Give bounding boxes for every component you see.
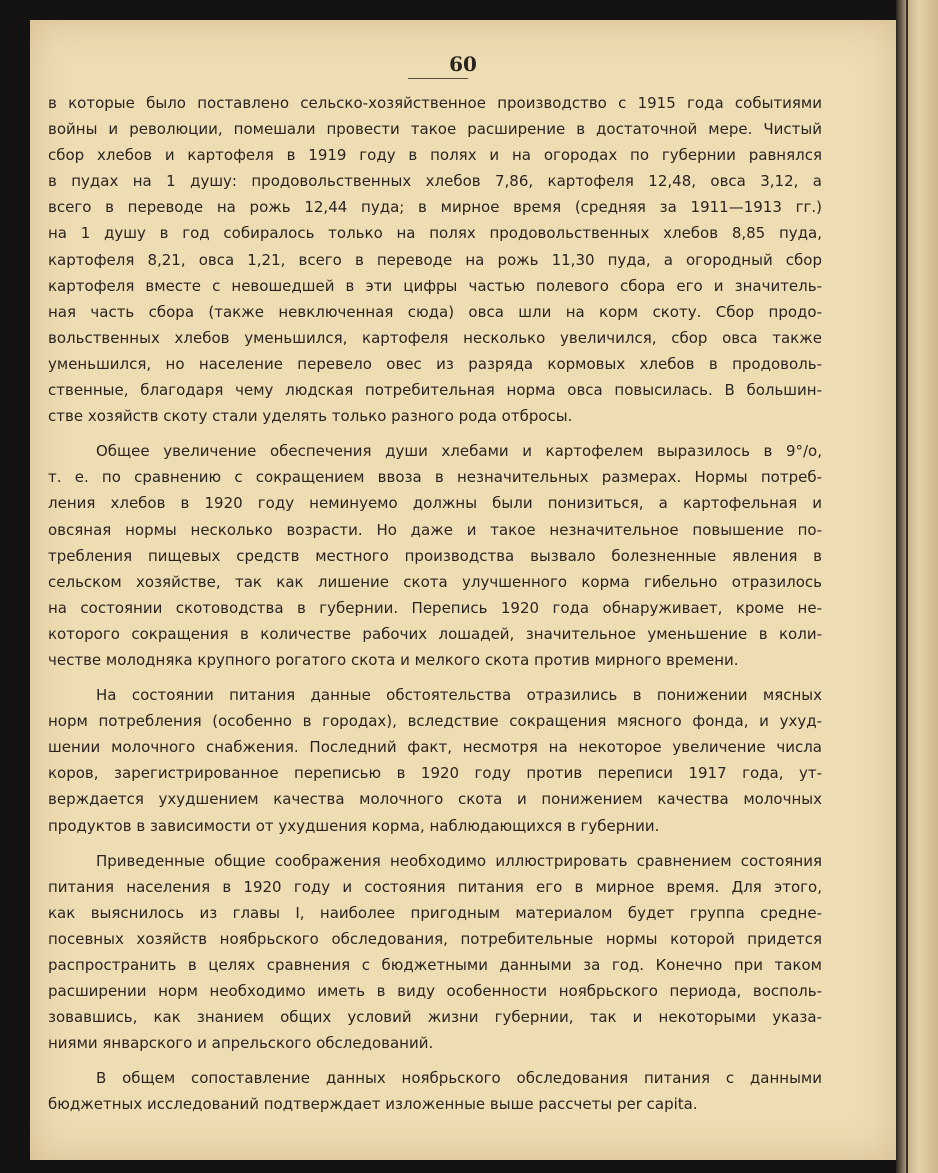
paragraph-3 xyxy=(48,682,822,839)
text-line: на 1 душу в год собиралось только на полях продовольственных хлебов 8,85 пуда, xyxy=(48,224,822,243)
text-line: норм потребления (особенно в городах), вследствие сокращения мясного фонда, и ухуд- xyxy=(48,712,822,731)
text-line: уменьшился, но население перевело овес из разряда кормовых хлебов в продоволь- xyxy=(48,354,822,373)
text-line: зовавшись, как знанием общих условий жизни губернии, так и некоторыми указа- xyxy=(48,1008,822,1027)
text-line: шении молочного снабжения. Последний факт, несмотря на некоторое увеличение числа xyxy=(48,738,822,757)
text-line: На состоянии питания данные обстоятельства отразились в понижении мясных xyxy=(96,686,822,705)
text-line: т. е. по сравнению с сокращением ввоза в незначительных размерах. Нормы потреб- xyxy=(48,468,822,487)
page-gutter-line xyxy=(906,0,908,1173)
text-line: всего в переводе на рожь 12,44 пуда; в мирное время (средняя за 1911—1913 гг.) xyxy=(48,198,822,217)
text-line: которого сокращения в количестве рабочих лошадей, значительное уменьшение в коли- xyxy=(48,624,822,643)
text-line: картофеля вместе с невошедшей в эти цифры частью полевого сбора его и значитель- xyxy=(48,276,822,295)
text-line: в пудах на 1 душу: продовольственных хлебов 7,86, картофеля 12,48, овса 3,12, а xyxy=(48,172,822,191)
text-line: ственные, благодаря чему людская потребительная норма овса повысилась. В большин- xyxy=(48,381,822,400)
text-line: требления пищевых средств местного производства вызвало болезненные явления в xyxy=(48,546,822,565)
text-line: ная часть сбора (также невключенная сюда) овса шли на корм скоту. Сбор продо- xyxy=(48,302,822,321)
paragraph-2 xyxy=(48,438,822,673)
text-line: распространить в целях сравнения с бюджетными данными за год. Конечно при таком xyxy=(48,956,822,974)
text-line: В общем сопоставление данных ноябрьского обследования питания с данными xyxy=(96,1069,822,1088)
next-page-edge xyxy=(896,0,938,1173)
text-line: как выяснилось из главы I, наиболее пригодным материалом будет группа средне- xyxy=(48,903,822,922)
text-line: сбор хлебов и картофеля в 1919 году в полях и на огородах по губернии равнялся xyxy=(48,146,822,165)
text-line: верждается ухудшением качества молочного скота и понижением качества молочных xyxy=(48,790,822,809)
text-line: картофеля 8,21, овса 1,21, всего в переводе на рожь 11,30 пуда, а огородный сбор xyxy=(48,250,822,269)
text-line: вольственных хлебов уменьшился, картофеля несколько увеличился, сбор овса также xyxy=(48,328,822,347)
text-line: коров, зарегистрированное переписью в 1920 году против переписи 1917 года, ут- xyxy=(48,764,822,783)
text-line: продуктов в зависимости от ухудшения корма, наблюдающихся в губернии. xyxy=(48,816,660,835)
text-line: питания населения в 1920 году и состояния питания его в мирное время. Для этого, xyxy=(48,877,822,896)
paragraph-5 xyxy=(48,1065,822,1117)
text-line: посевных хозяйств ноябрьского обследования, потребительные нормы которой придется xyxy=(48,929,822,948)
text-line: стве хозяйств скоту стали уделять только разного рода отбросы. xyxy=(48,407,573,426)
body-text xyxy=(48,90,822,1127)
page-number-rule xyxy=(408,78,468,79)
text-line: сельском хозяйстве, так как лишение скота улучшенного корма гибельно отразилось xyxy=(48,572,822,591)
text-line: ления хлебов в 1920 году неминуемо должны были понизиться, а картофельная и xyxy=(48,494,822,513)
text-line: Приведенные общие соображения необходимо иллюстрировать сравнением состояния xyxy=(96,851,822,870)
page-number: 60 xyxy=(449,52,477,76)
text-line: ниями январского и апрельского обследований. xyxy=(48,1034,434,1053)
text-line: расширении норм необходимо иметь в виду особенности ноябрьского периода, восполь- xyxy=(48,982,822,1001)
text-line: войны и революции, помешали провести такое расширение в достаточной мере. Чистый xyxy=(48,120,822,139)
paragraph-1 xyxy=(48,90,822,429)
text-line: Общее увеличение обеспечения души хлебами и картофелем выразилось в 9°/о, xyxy=(96,442,822,461)
text-line: честве молодняка крупного рогатого скота и мелкого скота против мирного времени. xyxy=(48,650,739,669)
text-line: на состоянии скотоводства в губернии. Перепись 1920 года обнаруживает, кроме не- xyxy=(48,598,822,617)
paragraph-4 xyxy=(48,848,822,1057)
text-line: бюджетных исследований подтверждает изложенные выше рассчеты per capita. xyxy=(48,1095,698,1114)
text-line: в которые было поставлено сельско-хозяйственное производство с 1915 года событиями xyxy=(48,94,822,112)
text-line: овсяная нормы несколько возрасти. Но даже и такое незначительное повышение по- xyxy=(48,520,822,539)
book-page xyxy=(30,20,896,1160)
